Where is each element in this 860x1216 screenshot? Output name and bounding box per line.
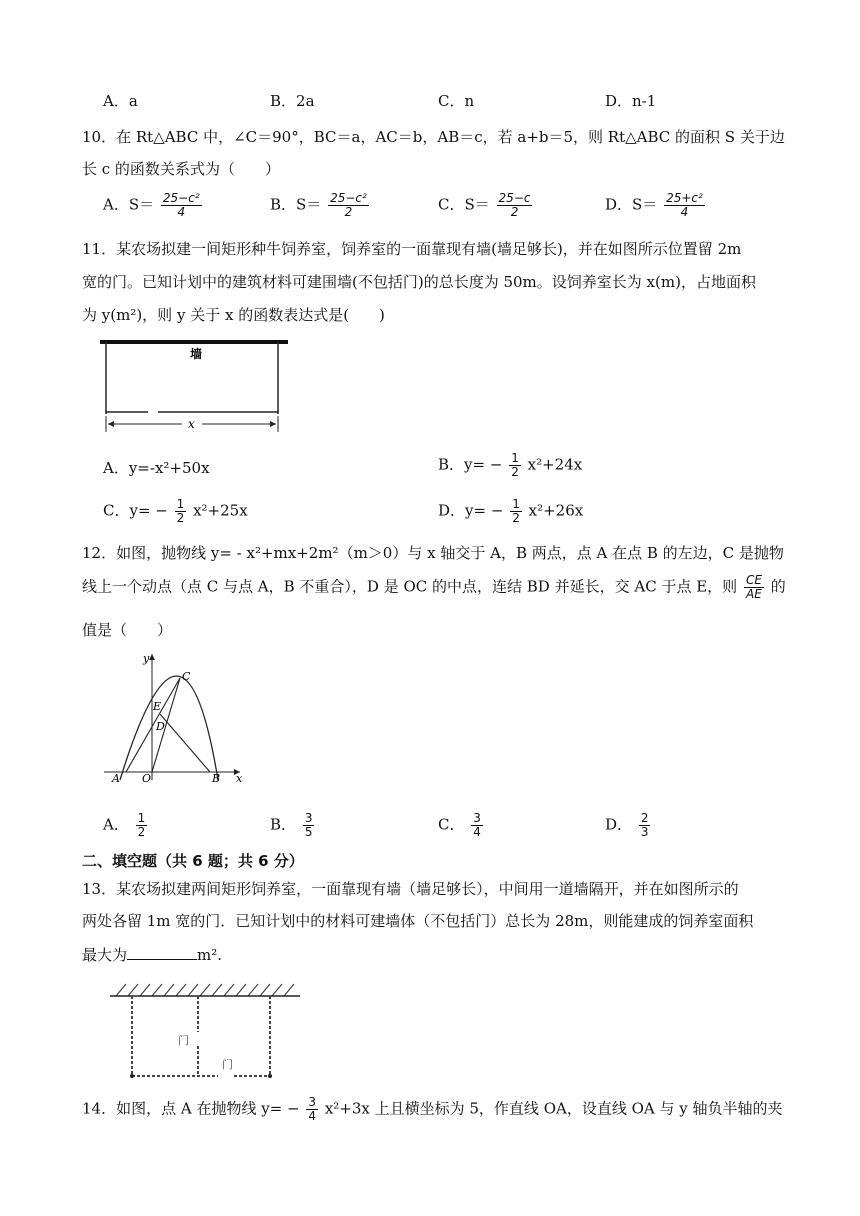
q12-stem-line2a: 线上一个动点（点 C 与点 A，B 不重合），D 是 OC 的中点，连结 BD 并延长，交 AC 于点 E，则 (82, 577, 738, 596)
q11-d-num: 1 (512, 497, 520, 511)
q10-a-num: 25−c² (162, 191, 200, 205)
q11-option-c (103, 498, 248, 525)
q10-a-den: 4 (177, 205, 186, 219)
q12-c-prefix: C． (438, 815, 465, 834)
q12-a-num: 1 (137, 811, 146, 825)
q11-fig-wall-label: 墙 (190, 347, 203, 361)
q9-option-b: B．2a (270, 92, 315, 110)
q12-option-d (605, 812, 652, 839)
q11-b-den: 2 (511, 465, 519, 479)
q12-b-prefix: B． (270, 815, 297, 834)
q12-option-a (103, 812, 149, 839)
q13-stem-line3a: 最大为 (82, 946, 128, 964)
q14-stem-line1a: 14．如图，点 A 在抛物线 y= − (82, 1099, 300, 1118)
q9-option-a: A．a (103, 92, 138, 110)
q14-den: 4 (308, 1109, 317, 1123)
q12-fig-x: x (236, 772, 243, 783)
q12-figure (100, 648, 250, 783)
q12-stem-line2 (82, 574, 786, 601)
q12-d-fraction (639, 812, 651, 839)
q12-fig-O: O (142, 772, 152, 783)
q12-option-b (270, 812, 316, 839)
q14-stem-line1 (82, 1096, 783, 1123)
q12-fig-y: y (143, 652, 150, 665)
q12-ce-ae-fraction (744, 574, 764, 601)
q11-d-suffix: x²+26x (528, 501, 584, 520)
q10-a-fraction (161, 192, 202, 219)
q10-stem-line1: 10．在 Rt△ABC 中，∠C＝90°，BC＝a，AC＝b，AB＝c，若 a+b＝5，则 Rt△ABC 的面积 S 关于边 (82, 128, 785, 146)
q10-c-den: 2 (510, 205, 519, 219)
q10-c-prefix: C．S＝ (438, 195, 490, 214)
q12-stem-line2b: 的 (770, 577, 786, 596)
q10-option-c (438, 192, 534, 219)
q11-d-prefix: D．y= − (438, 501, 504, 520)
q14-stem-line1b: x²+3x 上且横坐标为 5，作直线 OA，设直线 OA 与 y 轴负半轴的夹 (324, 1099, 783, 1118)
q12-b-den: 5 (304, 825, 313, 839)
q11-b-prefix: B．y= − (438, 455, 503, 474)
q13-answer-blank[interactable] (127, 945, 197, 960)
q9-option-c: C．n (438, 92, 475, 110)
q9-option-d: D．n-1 (605, 92, 657, 110)
q12-ae: AE (746, 587, 762, 601)
q10-stem-line2: 长 c 的函数关系式为（ ） (82, 160, 280, 178)
q12-ce: CE (745, 573, 762, 587)
q11-c-fraction (175, 498, 187, 525)
q12-d-den: 3 (640, 825, 649, 839)
section-fill-in-title: 二、填空题（共 6 题；共 6 分） (82, 852, 304, 870)
q11-b-num: 1 (511, 451, 519, 465)
q11-stem-line2: 宽的门。已知计划中的建筑材料可建围墙(不包括门)的总长度为 50m。设饲养室长为 x(m)，占地面积 (82, 273, 756, 291)
q11-stem-line1: 11．某农场拟建一间矩形种牛饲养室，饲养室的一面靠现有墙(墙足够长)，并在如图所示位置留 2m (82, 240, 742, 258)
q12-a-prefix: A． (103, 815, 129, 834)
q12-fig-C: C (182, 670, 191, 683)
q12-b-num: 3 (304, 811, 313, 825)
q10-b-prefix: B．S＝ (270, 195, 322, 214)
q10-option-a (103, 192, 204, 219)
q10-a-prefix: A．S＝ (103, 195, 155, 214)
q11-option-a: A．y=-x²+50x (103, 459, 210, 477)
q11-fig-x-label: x (188, 417, 195, 431)
q12-option-c (438, 812, 485, 839)
q11-b-suffix: x²+24x (527, 455, 583, 474)
q12-fig-E: E (153, 700, 162, 713)
q13-fig-door2-label: 门 (222, 1058, 233, 1071)
q11-option-b (438, 452, 582, 479)
q10-d-fraction (664, 192, 705, 219)
q10-option-d (605, 192, 707, 219)
q13-stem-line2: 两处各留 1m 宽的门．已知计划中的材料可建墙体（不包括门）总长为 28m，则能建成的饲养室面积 (82, 912, 754, 930)
q12-c-num: 3 (473, 811, 481, 825)
q11-figure (100, 336, 300, 436)
q11-b-fraction (509, 452, 521, 479)
q12-stem-line3: 值是（ ） (82, 621, 173, 639)
q13-stem-line1: 13．某农场拟建两间矩形饲养室，一面靠现有墙（墙足够长），中间用一道墙隔开，并在如图所示的 (82, 880, 739, 898)
q13-stem-line3b: m². (197, 946, 223, 964)
q12-a-fraction (136, 812, 148, 839)
q12-a-den: 2 (137, 825, 146, 839)
q11-c-den: 2 (176, 511, 185, 525)
q11-c-num: 1 (176, 497, 185, 511)
q10-d-den: 4 (680, 205, 689, 219)
q10-c-fraction (497, 192, 533, 219)
q11-c-suffix: x²+25x (193, 501, 248, 520)
q11-stem-line3: 为 y(m²)，则 y 关于 x 的函数表达式是( ) (82, 306, 385, 324)
q13-figure (106, 980, 306, 1080)
q10-b-num: 25−c² (330, 191, 367, 205)
q10-b-fraction (328, 192, 369, 219)
q12-b-fraction (303, 812, 315, 839)
q14-fraction (306, 1096, 318, 1123)
q13-stem-line3 (82, 944, 222, 965)
q12-c-den: 4 (473, 825, 481, 839)
q12-d-prefix: D． (605, 815, 633, 834)
q10-c-num: 25−c (498, 191, 531, 205)
q11-c-prefix: C．y= − (103, 501, 168, 520)
q11-d-den: 2 (512, 511, 520, 525)
q12-fig-A: A (112, 772, 120, 783)
q10-b-den: 2 (344, 205, 353, 219)
q12-c-fraction (471, 812, 483, 839)
q14-num: 3 (308, 1095, 317, 1109)
q10-option-b (270, 192, 371, 219)
q10-d-prefix: D．S＝ (605, 195, 658, 214)
q13-fig-door1-label: 门 (178, 1034, 189, 1047)
q12-stem-line1: 12．如图，抛物线 y= - x²+mx+2m²（m＞0）与 x 轴交于 A，B 两点，点 A 在点 B 的左边，C 是抛物 (82, 544, 784, 562)
q12-d-num: 2 (640, 811, 649, 825)
q11-d-fraction (510, 498, 522, 525)
q12-fig-B: B (212, 772, 221, 783)
q11-option-d (438, 498, 583, 525)
q10-d-num: 25+c² (666, 191, 703, 205)
q12-fig-D: D (156, 720, 165, 733)
